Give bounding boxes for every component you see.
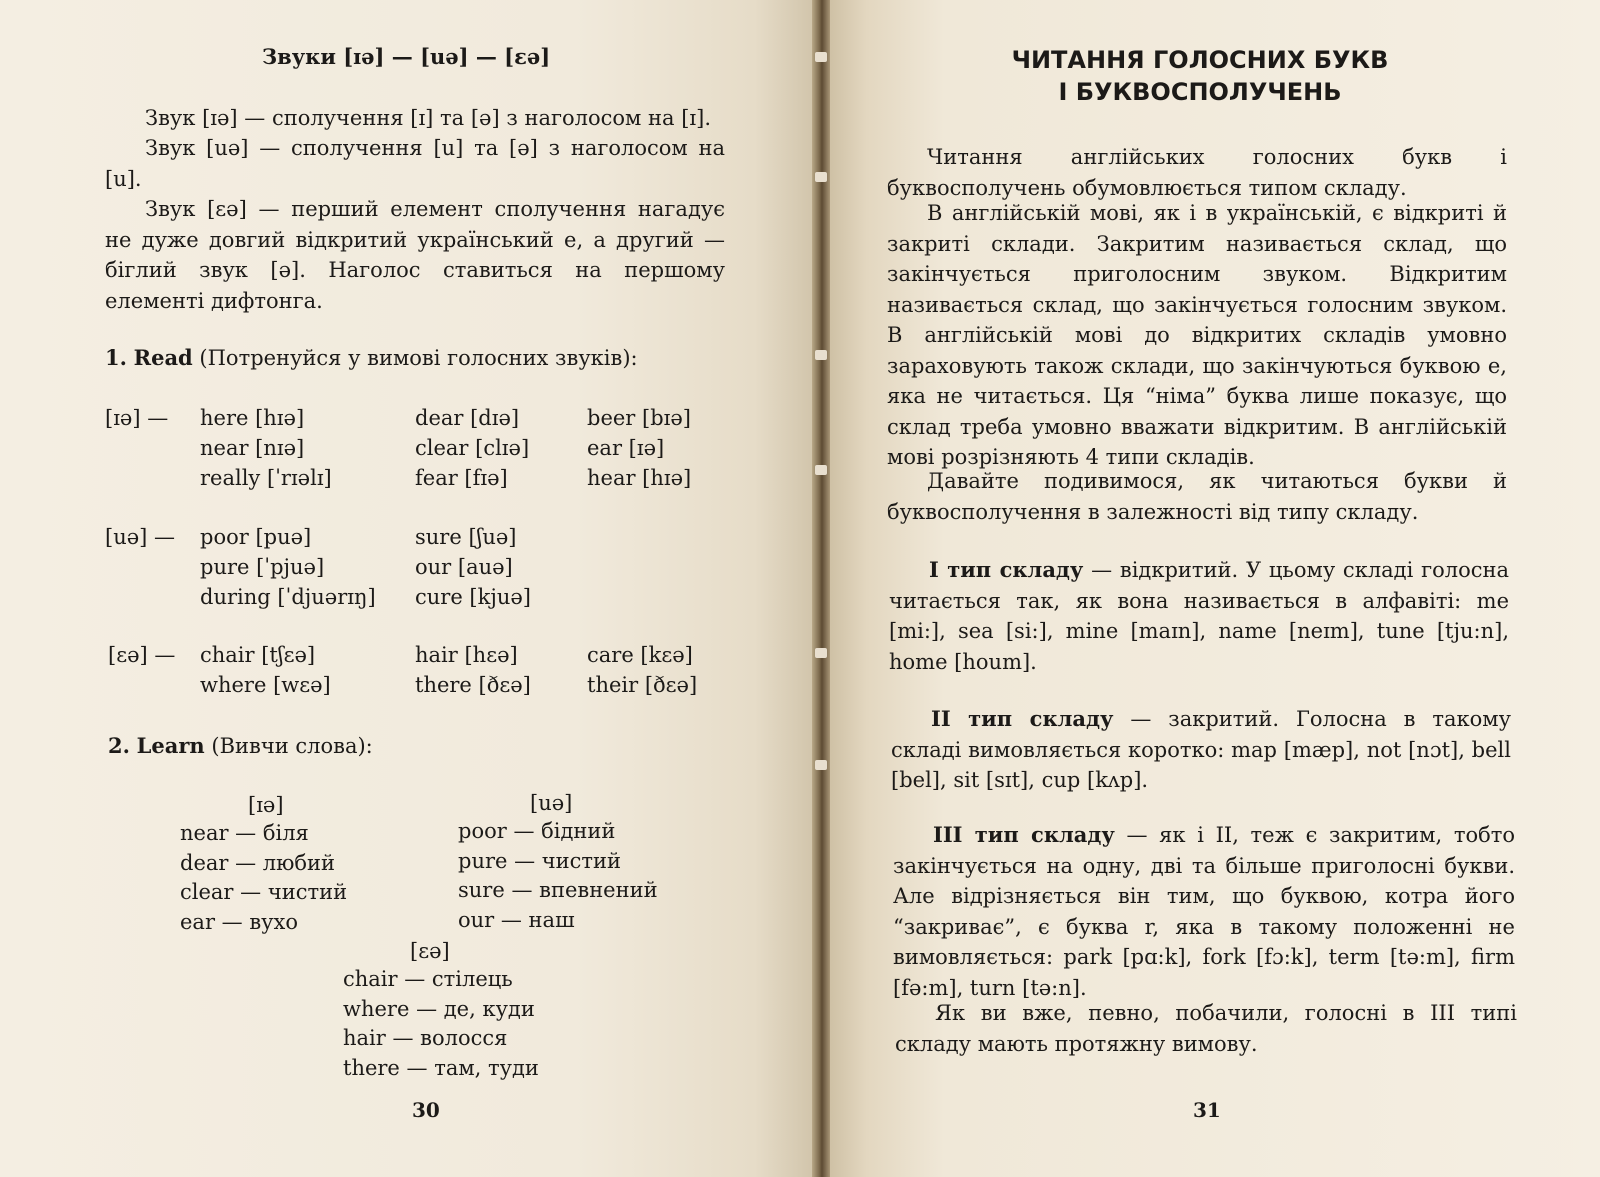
vocab-item: where — де, куди [343, 996, 535, 1021]
vocab-item: near — біля [180, 821, 309, 845]
exercise-instruction: (Потренуйся у вимові голосних звуків): [199, 346, 638, 370]
intro-paragraph-2: Звук [uə] — сполучення [u] та [ə] з наголосом на [u]. [105, 136, 725, 191]
right-paragraph-last: Як ви вже, певно, побачили, голосні в III типі складу мають протяжну вимову. [895, 1001, 1517, 1056]
syllable-type-text: — як і II, теж є закритим, тобто закінчується на одну, дві та більше приголосні букви. Але відрізняється він тим, що буквою, котра його “закриває”, є буква r, яка в такому положенні не вимовляється: park [pɑ:k], fork [fɔ:k], term [tə:m], firm [fə:m], turn [tə:n]. [893, 823, 1515, 1000]
binding-stitch [815, 350, 827, 360]
right-paragraph-1: Читання англійських голосних букв і буквосполучень обумовлюється типом складу. [887, 145, 1507, 200]
sound-label: [ɪə] — [105, 406, 169, 430]
binding-stitch [815, 465, 827, 475]
exercise-keyword: Learn [136, 733, 205, 758]
read-word: care [kɛə] [587, 643, 693, 667]
read-word: their [ðɛə] [587, 673, 698, 697]
read-word: here [hɪə] [200, 406, 305, 430]
title-line: І БУКВОСПОЛУЧЕНЬ [1058, 78, 1342, 106]
read-word: fear [fɪə] [415, 466, 508, 490]
binding-stitch [815, 648, 827, 658]
read-word: near [nɪə] [200, 436, 305, 460]
title-line: ЧИТАННЯ ГОЛОСНИХ БУКВ [1011, 46, 1389, 74]
page-number-left: 30 [412, 1098, 440, 1122]
read-word: beer [bɪə] [587, 406, 691, 430]
read-word: really [ˈrɪəlɪ] [200, 466, 332, 490]
left-heading: Звуки [ɪə] — [uə] — [ɛə] [262, 44, 551, 69]
syllable-type-text: — закритий. Голосна в такому складі вимовляється коротко: map [mæp], not [nɔt], bell [bel], sit [sɪt], cup [kʌp]. [891, 707, 1511, 792]
exercise-keyword: Read [133, 345, 193, 370]
page-number-right: 31 [1193, 1098, 1221, 1122]
exercise-number: 2. [108, 733, 130, 758]
binding-stitch [815, 172, 827, 182]
read-word: chair [tʃɛə] [200, 643, 316, 667]
learn-label-ee: [ɛə] [410, 939, 450, 963]
vocab-item: sure — впевнений [458, 878, 658, 902]
vocab-item: clear — чистий [180, 880, 348, 904]
read-word: pure [ˈpjuə] [200, 555, 325, 579]
right-title [880, 44, 1520, 108]
binding-stitch [815, 760, 827, 770]
read-word: where [wɛə] [200, 673, 331, 697]
read-word: our [auə] [415, 555, 513, 579]
learn-label-ue: [uə] [530, 791, 573, 815]
read-word: cure [kjuə] [415, 585, 532, 609]
right-paragraph-3: Давайте подивимося, як читаються букви й буквосполучення в залежності від типу складу. [887, 469, 1507, 524]
vocab-item: our — наш [458, 907, 575, 932]
vocab-item: ear — вухо [180, 909, 299, 934]
binding-stitch [815, 52, 827, 62]
exercise-instruction: (Вивчи слова): [211, 734, 373, 758]
read-word: clear [clɪə] [415, 436, 530, 460]
read-word: dear [dɪə] [415, 406, 520, 430]
syllable-type-3 [893, 820, 1515, 1003]
vocab-item: hair — волосся [343, 1026, 508, 1050]
exercise-number: 1. [105, 345, 127, 370]
syllable-type-label: III тип складу [933, 822, 1115, 847]
exercise-1-heading [105, 343, 638, 373]
vocab-item: chair — стілець [343, 967, 513, 991]
vocab-item: dear — любий [180, 850, 336, 875]
vocab-item: pure — чистий [458, 848, 622, 873]
syllable-type-1 [889, 555, 1509, 677]
read-word: hair [hɛə] [415, 643, 518, 667]
read-word: hear [hɪə] [587, 466, 692, 490]
exercise-2-heading [108, 731, 373, 761]
intro-paragraph-3: Звук [ɛə] — перший елемент сполучення нагадує не дуже довгий відкритий український е, а другий — біглий звук [ə]. Наголос ставиться на першому елементі дифтонга. [105, 197, 725, 313]
syllable-type-text: — відкритий. У цьому складі голосна читається так, як вона називається в алфавіті: me [mi:], sea [si:], mine [maɪn], name [neɪm], tune [tju:n], home [houm]. [889, 558, 1509, 674]
syllable-type-2 [891, 704, 1511, 796]
intro-paragraph-1: Звук [ɪə] — сполучення [ɪ] та [ə] з наголосом на [ɪ]. [145, 106, 712, 130]
vocab-item: there — там, туди [343, 1055, 539, 1080]
syllable-type-label: II тип складу [931, 706, 1114, 731]
read-word: ear [ɪə] [587, 436, 665, 460]
right-paragraph-2: В англійській мові, як і в українській, є відкриті й закриті склади. Закритим називається склад, що закінчується приголосним звуком. Відкритим називається склад, що закінчується голосним звуком. В англійській мові до відкритих складів умовно зараховують також склади, що закінчуються буквою е, яка не читається. Ця “німа” буква лише показує, що склад треба умовно вважати відкритим. В англійській мові розрізняють 4 типи складів. [887, 201, 1507, 469]
read-word: there [ðɛə] [415, 673, 531, 697]
sound-label: [uə] — [105, 525, 176, 549]
sound-label: [ɛə] — [108, 643, 176, 667]
learn-label-ie: [ɪə] [248, 793, 284, 817]
read-word: sure [ʃuə] [415, 525, 517, 549]
read-word: poor [puə] [200, 525, 312, 549]
vocab-item: poor — бідний [458, 819, 616, 843]
read-word: during [ˈdjuərɪŋ] [200, 585, 376, 609]
syllable-type-label: І тип складу [929, 557, 1084, 582]
